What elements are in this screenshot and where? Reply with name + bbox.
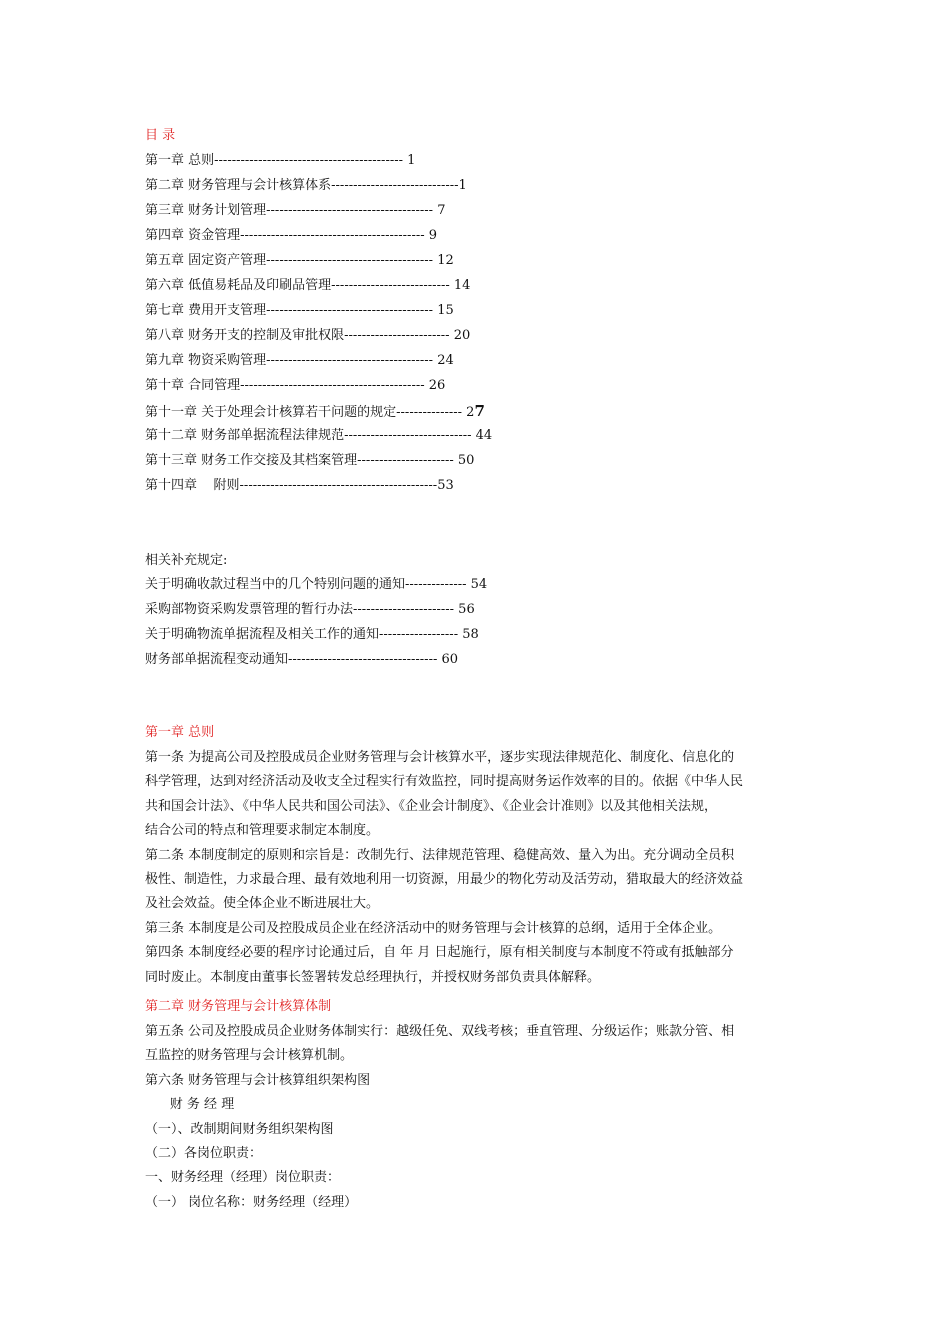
supplement-entry [145, 601, 475, 619]
entry-leader: ------------------------------------------- [214, 153, 404, 168]
paragraph-line: 科学管理，达到对经济活动及收支全过程实行有效监控，同时提高财务运作效率的目的。依据《中华人民 [145, 774, 744, 790]
entry-page: 60 [437, 652, 459, 667]
paragraph-line: 一、财务经理（经理）岗位职责： [145, 1170, 341, 1186]
paragraph-line: 财 务 经 理 [145, 1097, 235, 1113]
entry-page: 14 [449, 278, 471, 293]
supplement-entry [145, 576, 487, 594]
entry-label: 第六章 低值易耗品及印刷品管理 [145, 278, 332, 293]
entry-page: 24 [433, 353, 454, 368]
toc-entry [145, 302, 454, 320]
chapter1-heading: 第一章 总则 [145, 725, 215, 740]
entry-label: 第十四章 附则 [145, 478, 240, 493]
toc-entry [145, 252, 454, 270]
toc-entry [145, 327, 470, 345]
entry-label: 第八章 财务开支的控制及审批权限 [145, 328, 345, 343]
entry-label: 关于明确收款过程当中的几个特别问题的通知 [145, 577, 406, 592]
entry-leader: ---------------------------------- [288, 652, 438, 667]
toc-entry [145, 427, 492, 445]
paragraph-line: 互监控的财务管理与会计核算机制。 [145, 1048, 354, 1064]
entry-label: 第三章 财务计划管理 [145, 203, 267, 218]
chapter2-heading: 第二章 财务管理与会计核算体制 [145, 999, 332, 1014]
entry-label: 第十章 合同管理 [145, 378, 241, 393]
paragraph-line: （一） 岗位名称：财务经理（经理） [145, 1194, 358, 1210]
entry-page: 15 [433, 303, 454, 318]
entry-leader: --------------------------------------------- [239, 478, 438, 493]
entry-leader: -------------------------------------- [266, 303, 434, 318]
entry-leader: ------------------ [379, 627, 459, 642]
entry-page: 20 [449, 328, 471, 343]
paragraph-line: 第三条 本制度是公司及控股成员企业在经济活动中的财务管理与会计核算的总纲，适用于全体企业。 [145, 920, 722, 936]
entry-label: 第五章 固定资产管理 [145, 253, 267, 268]
paragraph-line: （一）、改制期间财务组织架构图 [145, 1121, 334, 1137]
paragraph-line: 极性、制造性，力求最合理、最有效地利用一切资源，用最少的物化劳动及活劳动，猎取最大的经济效益 [145, 872, 744, 887]
paragraph-line: 第五条 公司及控股成员企业财务体制实行：越级任免、双线考核；垂直管理、分级运作；账款分管、相 [145, 1024, 735, 1039]
entry-page: 50 [453, 453, 475, 468]
paragraph-line: 共和国会计法》、《中华人民共和国公司法》、《企业会计制度》、《企业会计准则》以及其他相关法规， [145, 798, 718, 814]
entry-leader: -------------- [405, 577, 467, 592]
toc-title: 目 录 [145, 128, 176, 143]
entry-leader: -------------------------------------- [266, 203, 434, 218]
entry-leader: -------------------------------------- [266, 353, 434, 368]
supplement-entry [145, 626, 479, 644]
entry-leader: ------------------------------------------ [240, 378, 425, 393]
entry-page: 26 [424, 378, 446, 393]
toc-entry [145, 202, 445, 220]
entry-leader: -------------------------------------- [266, 253, 434, 268]
entry-leader: ----------------------------- [344, 428, 472, 443]
entry-label: 采购部物资采购发票管理的暂行办法 [145, 602, 354, 617]
entry-leader: ------------------------------------------ [240, 228, 425, 243]
entry-leader: ----------------------------- [331, 178, 459, 193]
entry-page: 53 [437, 478, 454, 493]
entry-label: 关于明确物流单据流程及相关工作的通知 [145, 627, 380, 642]
entry-label: 第二章 财务管理与会计核算体系 [145, 178, 332, 193]
entry-leader: ---------------------- [357, 453, 454, 468]
toc-entry [145, 477, 454, 495]
entry-page: 12 [433, 253, 454, 268]
entry-label: 第一章 总则 [145, 153, 215, 168]
entry-leader: ------------------------ [344, 328, 450, 343]
entry-page-digit: 7 [474, 402, 485, 420]
entry-leader: --------------- [396, 405, 463, 420]
entry-leader: --------------------------- [331, 278, 450, 293]
entry-page: 7 [433, 203, 446, 218]
entry-label: 第九章 物资采购管理 [145, 353, 267, 368]
supplement-title: 相关补充规定: [145, 553, 228, 568]
entry-label: 财务部单据流程变动通知 [145, 652, 289, 667]
entry-label: 第十二章 财务部单据流程法律规范 [145, 428, 345, 443]
entry-label: 第十三章 财务工作交接及其档案管理 [145, 453, 358, 468]
entry-page: 56 [454, 602, 475, 617]
toc-entry [145, 227, 437, 245]
entry-label: 第四章 资金管理 [145, 228, 241, 243]
entry-leader: ----------------------- [353, 602, 455, 617]
entry-label: 第十一章 关于处理会计核算若干问题的规定 [145, 405, 397, 420]
paragraph-line: 第一条 为提高公司及控股成员企业财务管理与会计核算水平，逐步实现法律规范化、制度化、信息化的 [145, 750, 735, 765]
entry-page: 9 [424, 228, 438, 243]
entry-page: 1 [458, 178, 467, 193]
supplement-entry [145, 651, 458, 669]
paragraph-line: 同时废止。本制度由董事长签署转发总经理执行，并授权财务部负责具体解释。 [145, 969, 601, 985]
paragraph-line: 第二条 本制度制定的原则和宗旨是：改制先行、法律规范管理、稳健高效、量入为出。充分调动全员积 [145, 847, 735, 863]
paragraph-line: 及社会效益。使全体企业不断进展壮大。 [145, 896, 380, 912]
paragraph-line: 结合公司的特点和管理要求制定本制度。 [145, 823, 380, 839]
toc-entry [145, 377, 445, 395]
entry-page: 2 [462, 405, 475, 420]
toc-entry [145, 277, 470, 295]
entry-page: 54 [466, 577, 488, 592]
toc-entry [145, 452, 474, 470]
paragraph-line: 第四条 本制度经必要的程序讨论通过后，自 年 月 日起施行，原有相关制度与本制度不符或有抵触部分 [145, 945, 734, 961]
toc-entry [145, 402, 485, 422]
entry-page: 58 [458, 627, 479, 642]
paragraph-line: （二）各岗位职责： [145, 1146, 263, 1161]
entry-page: 1 [403, 153, 416, 168]
toc-entry [145, 177, 467, 195]
entry-label: 第七章 费用开支管理 [145, 303, 267, 318]
entry-page: 44 [471, 428, 493, 443]
toc-entry [145, 352, 454, 370]
toc-entry [145, 152, 415, 170]
paragraph-line: 第六条 财务管理与会计核算组织架构图 [145, 1072, 371, 1088]
